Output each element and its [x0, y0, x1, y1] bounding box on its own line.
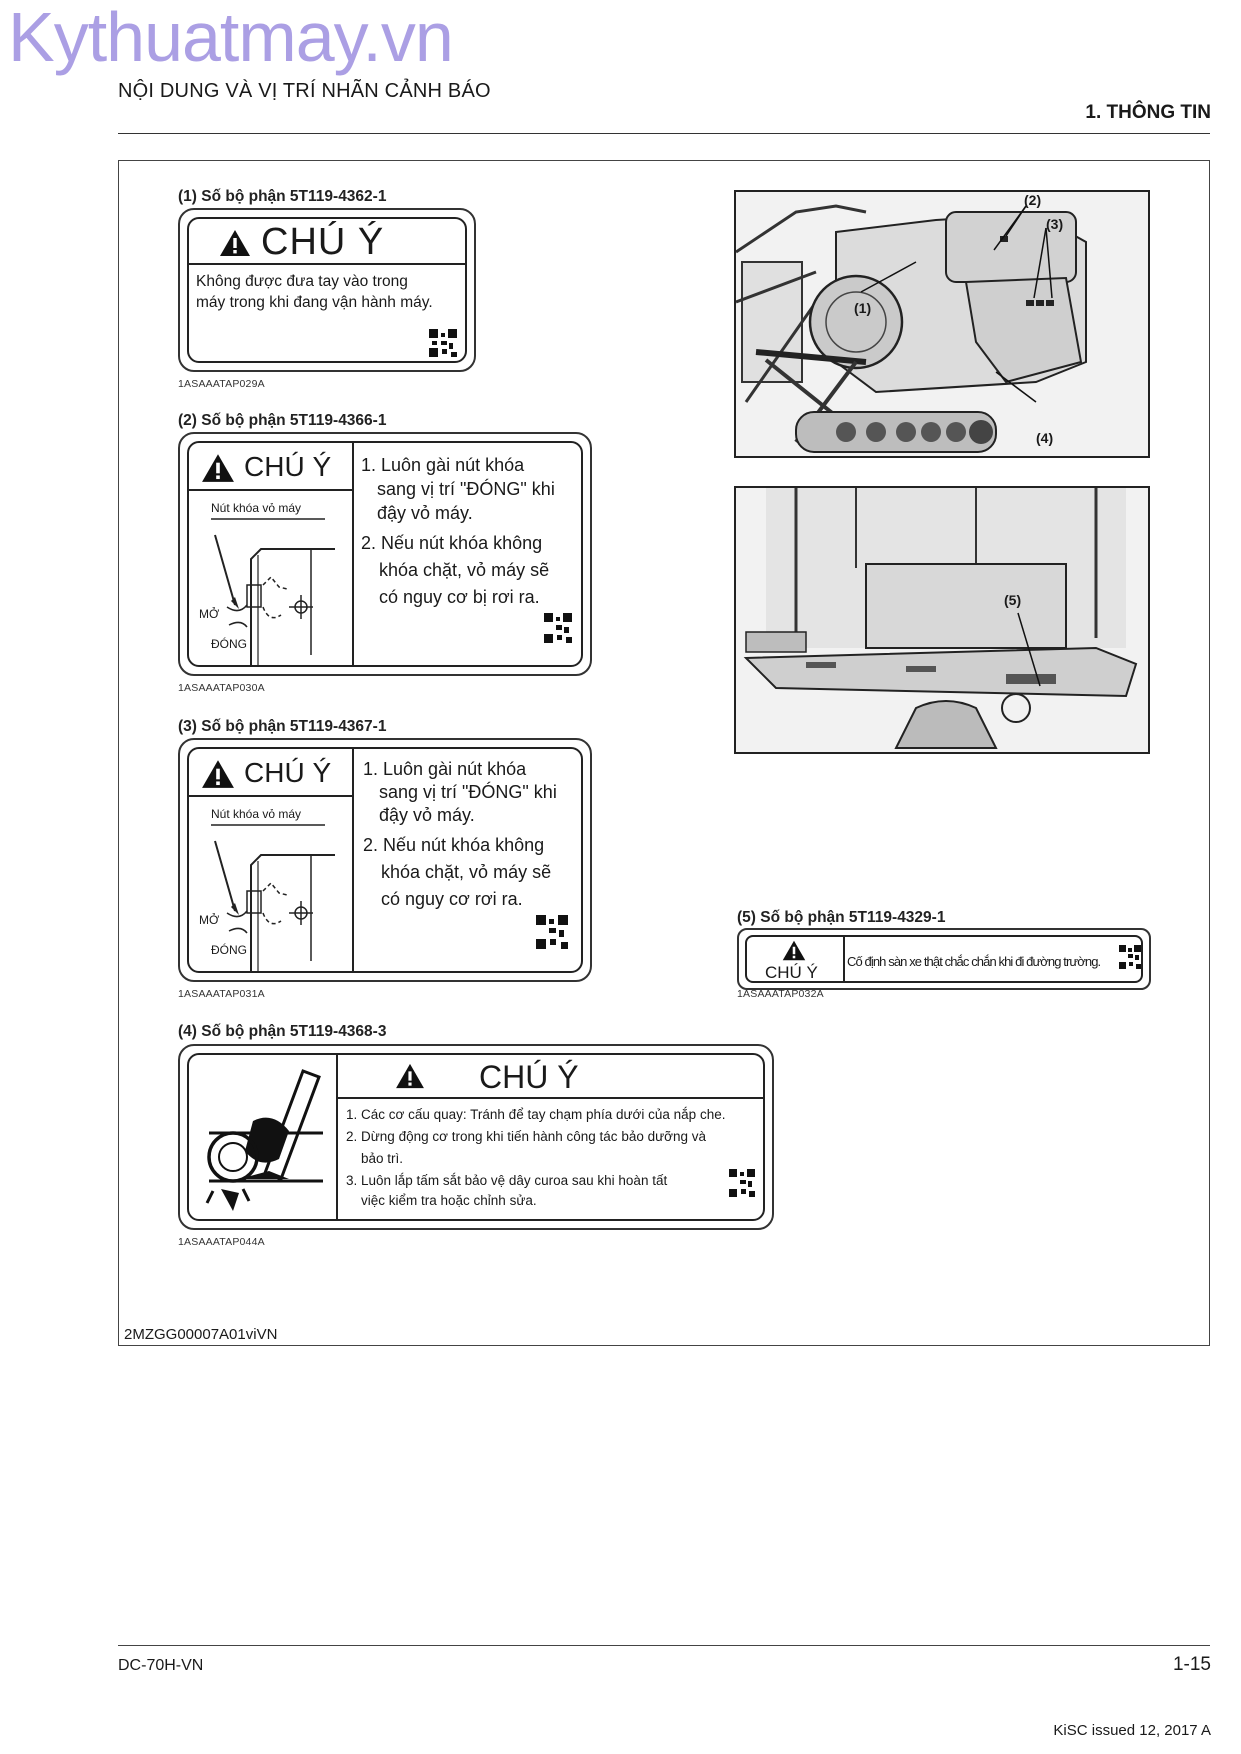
label-4-instruction-3a: 3. Luôn lắp tấm sắt bảo vệ dây curoa sau khi hoàn tất [346, 1173, 668, 1188]
label-3-instruction-2a: 2. Nếu nút khóa không [363, 835, 545, 855]
footer-model: DC-70H-VN [118, 1657, 204, 1674]
label-2-instruction-1b: sang vị trí "ĐÓNG" khi [377, 479, 555, 499]
label-2-heading: CHÚ Ý [244, 451, 332, 482]
qr-code-icon [729, 1169, 755, 1197]
page-number: 1-15 [1172, 1654, 1211, 1675]
label-2-latch-text: Nút khóa vỏ máy [211, 501, 302, 515]
footer-divider [118, 1645, 1210, 1646]
label-5-text: Cố định sàn xe thật chắc chắn khi đi đường trường. [847, 954, 1101, 969]
machine-photo-overview [734, 190, 1150, 458]
label-1-code: 1ASAAATAP029A [178, 378, 265, 390]
qr-code-icon [536, 915, 568, 949]
chapter-header: 1. THÔNG TIN [1085, 102, 1211, 123]
label-2-instruction-1a: 1. Luôn gài nút khóa [361, 455, 525, 475]
floor-plate-illustration [736, 488, 1150, 754]
label-2 [178, 432, 592, 676]
qr-code-icon [1119, 945, 1141, 969]
label-3-code: 1ASAAATAP031A [178, 988, 265, 1000]
label-3-instruction-2b: khóa chặt, vỏ máy sẽ [381, 862, 552, 882]
label-2-close-text: ĐÓNG [211, 637, 247, 651]
callout-5: (5) [1004, 592, 1022, 608]
label-4-instruction-1: 1. Các cơ cấu quay: Tránh để tay chạm phía dưới của nắp che. [346, 1107, 726, 1122]
label-2-code: 1ASAAATAP030A [178, 682, 265, 694]
watermark: Kythuatmay.vn [8, 0, 453, 76]
label-2-instruction-2b: khóa chặt, vỏ máy sẽ [379, 560, 550, 580]
warning-triangle-icon [201, 759, 235, 789]
qr-code-icon [429, 329, 457, 357]
label-3-open-text: MỞ [199, 913, 220, 927]
label-1-title: (1) Số bộ phận 5T119-4362-1 [178, 188, 387, 205]
callout-3: (3) [1046, 216, 1064, 232]
label-4-instruction-2a: 2. Dừng động cơ trong khi tiến hành công tác bảo dưỡng và [346, 1129, 707, 1144]
label-2-instruction-2c: có nguy cơ bị rơi ra. [379, 587, 540, 607]
label-5 [737, 928, 1151, 990]
warning-triangle-icon [782, 940, 806, 961]
qr-code-icon [544, 613, 572, 643]
label-1 [178, 208, 476, 372]
label-4 [178, 1044, 774, 1230]
section-header: NỘI DUNG VÀ VỊ TRÍ NHÃN CẢNH BÁO [118, 80, 491, 102]
label-2-instruction-2a: 2. Nếu nút khóa không [361, 533, 543, 553]
label-4-code: 1ASAAATAP044A [178, 1236, 265, 1248]
label-4-title: (4) Số bộ phận 5T119-4368-3 [178, 1023, 387, 1040]
label-1-heading: CHÚ Ý [261, 221, 385, 263]
warning-triangle-icon [201, 453, 235, 483]
label-3-heading: CHÚ Ý [244, 757, 332, 788]
callout-2: (2) [1024, 192, 1042, 208]
label-3-close-text: ĐÓNG [211, 943, 247, 957]
label-3-latch-text: Nút khóa vỏ máy [211, 807, 302, 821]
callout-4: (4) [1036, 430, 1054, 446]
belt-hazard-pictogram-icon [193, 1061, 331, 1217]
label-4-instruction-2b: bảo trì. [361, 1151, 404, 1166]
label-5-code: 1ASAAATAP032A [737, 988, 824, 1000]
header-divider [118, 133, 1210, 134]
label-3-instruction-1b: sang vị trí "ĐÓNG" khi [379, 782, 557, 802]
document-id: 2MZGG00007A01viVN [124, 1326, 278, 1343]
callout-1: (1) [854, 300, 872, 316]
label-3-instruction-1c: đậy vỏ máy. [379, 805, 475, 825]
issue-note: KiSC issued 12, 2017 A [1053, 1722, 1211, 1739]
combine-harvester-side-illustration [736, 192, 1150, 458]
label-5-title: (5) Số bộ phận 5T119-4329-1 [737, 909, 946, 926]
warning-triangle-icon [219, 229, 251, 257]
warning-triangle-icon [395, 1063, 425, 1089]
label-2-title: (2) Số bộ phận 5T119-4366-1 [178, 412, 387, 429]
label-4-heading: CHÚ Ý [479, 1059, 579, 1095]
label-1-text-line2: máy trong khi đang vận hành máy. [196, 294, 433, 311]
label-5-heading: CHÚ Ý [765, 963, 818, 982]
label-4-instruction-3b: việc kiểm tra hoặc chỉnh sửa. [361, 1193, 537, 1208]
label-2-instruction-1c: đậy vỏ máy. [377, 503, 473, 523]
label-3-instruction-1a: 1. Luôn gài nút khóa [363, 759, 527, 779]
label-3-instruction-2c: có nguy cơ rơi ra. [381, 889, 523, 909]
label-1-text-line1: Không được đưa tay vào trong [196, 273, 408, 290]
label-3-title: (3) Số bộ phận 5T119-4367-1 [178, 718, 387, 735]
label-2-open-text: MỞ [199, 607, 220, 621]
machine-photo-floor [734, 486, 1150, 754]
label-3 [178, 738, 592, 982]
